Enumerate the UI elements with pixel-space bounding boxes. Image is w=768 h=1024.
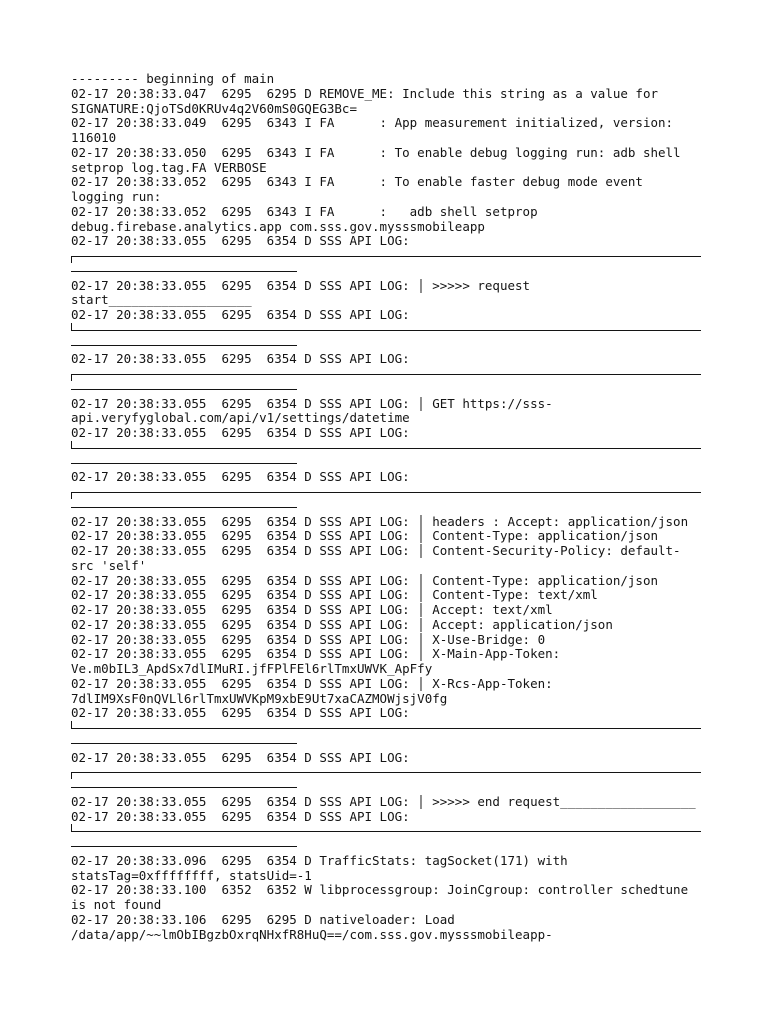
box-border-wrap (71, 456, 701, 471)
log-output (71, 72, 701, 942)
log-line: logging run: (71, 190, 162, 204)
log-line: 02-17 20:38:33.106 6295 6295 D nativeloader: Load (71, 912, 455, 927)
log-line: setprop log.tag.FA VERBOSE (71, 160, 267, 175)
log-line: 02-17 20:38:33.055 6295 6354 D SSS API LOG: (71, 352, 410, 367)
log-line: start___________________ (71, 293, 252, 308)
box-bottom-border (71, 441, 701, 456)
log-line: 02-17 20:38:33.055 6295 6354 D SSS API LOG: (71, 470, 410, 485)
log-line: 02-17 20:38:33.049 6295 6343 I FA : App measurement initialized, version: (71, 116, 674, 131)
log-line: 02-17 20:38:33.052 6295 6343 I FA : adb shell setprop (71, 204, 538, 219)
box-top-border (71, 485, 701, 500)
box-border-wrap (71, 736, 701, 751)
log-line: --------- beginning of main (71, 72, 275, 86)
box-border-wrap (71, 839, 701, 854)
log-line: 02-17 20:38:33.055 6295 6354 D SSS API LOG: │ >>>>> end request__________________ (71, 794, 696, 809)
log-line: statsTag=0xffffffff, statsUid=-1 (71, 868, 312, 883)
log-line: 02-17 20:38:33.055 6295 6354 D SSS API LOG: │ X-Use-Bridge: 0 (71, 632, 546, 647)
log-line: SIGNATURE:QjoTSd0KRUv4q2V60mS0GQEG3Bc= (71, 101, 357, 116)
log-line: src 'self' (71, 558, 147, 573)
box-bottom-border (71, 721, 701, 736)
log-line: 02-17 20:38:33.055 6295 6354 D SSS API LOG: │ Accept: text/xml (71, 603, 553, 617)
log-line: 02-17 20:38:33.055 6295 6354 D SSS API LOG: (71, 809, 410, 824)
box-border-wrap (71, 382, 701, 397)
log-line: 02-17 20:38:33.100 6352 6352 W libprocessgroup: JoinCgroup: controller schedtune (71, 883, 689, 898)
log-line: 02-17 20:38:33.055 6295 6354 D SSS API LOG: │ headers : Accept: application/json (71, 514, 689, 529)
log-line: 02-17 20:38:33.055 6295 6354 D SSS API LOG: │ Content-Security-Policy: default- (71, 544, 681, 558)
log-line: 02-17 20:38:33.055 6295 6354 D SSS API LOG: (71, 426, 410, 440)
box-border-wrap (71, 264, 701, 279)
log-line: 02-17 20:38:33.055 6295 6354 D SSS API LOG: │ Accept: application/json (71, 617, 613, 632)
log-line: 02-17 20:38:33.055 6295 6354 D SSS API LOG: │ Content-Type: application/json (71, 573, 658, 588)
box-bottom-border (71, 323, 701, 338)
box-top-border (71, 367, 701, 382)
log-line: 02-17 20:38:33.055 6295 6354 D SSS API LOG: │ X-Rcs-App-Token: (71, 676, 553, 691)
log-line: 02-17 20:38:33.055 6295 6354 D SSS API LOG: (71, 750, 410, 765)
box-border-wrap (71, 338, 701, 353)
log-line: 02-17 20:38:33.055 6295 6354 D SSS API LOG: (71, 308, 410, 322)
box-bottom-border (71, 824, 701, 839)
log-line: 116010 (71, 131, 117, 145)
log-line: 02-17 20:38:33.055 6295 6354 D SSS API LOG: (71, 234, 410, 249)
log-line: Ve.m0bIL3_ApdSx7dlIMuRI.jfFPlFEl6rlTmxUWVK_ApFfy (71, 662, 433, 676)
log-line: 02-17 20:38:33.050 6295 6343 I FA : To enable debug logging run: adb shell (71, 145, 681, 160)
box-top-border (71, 765, 701, 780)
box-border-wrap (71, 780, 701, 795)
log-line: 02-17 20:38:33.047 6295 6295 D REMOVE_ME: Include this string as a value for (71, 86, 658, 101)
log-line: debug.firebase.analytics.app com.sss.gov.mysssmobileapp (71, 219, 485, 234)
log-line: 02-17 20:38:33.055 6295 6354 D SSS API LOG: │ X-Main-App-Token: (71, 647, 561, 662)
log-line: 02-17 20:38:33.055 6295 6354 D SSS API LOG: │ GET https://sss- (71, 396, 553, 411)
box-top-border (71, 249, 701, 264)
log-line: api.veryfyglobal.com/api/v1/settings/datetime (71, 411, 410, 426)
log-line: 02-17 20:38:33.052 6295 6343 I FA : To enable faster debug mode event (71, 175, 643, 190)
log-line: 02-17 20:38:33.096 6295 6354 D TrafficStats: tagSocket(171) with (71, 853, 568, 868)
log-line: 02-17 20:38:33.055 6295 6354 D SSS API LOG: │ >>>>> request (71, 278, 531, 293)
log-line: 02-17 20:38:33.055 6295 6354 D SSS API LOG: (71, 706, 410, 721)
log-line: /data/app/~~lmObIBgzbOxrqNHxfR8HuQ==/com.sss.gov.mysssmobileapp- (71, 927, 553, 942)
log-line: 7dlIM9XsF0nQVLl6rlTmxUWVKpM9xbE9Ut7xaCAZMOWjsjV0fg (71, 691, 448, 706)
log-line: 02-17 20:38:33.055 6295 6354 D SSS API LOG: │ Content-Type: application/json (71, 529, 658, 544)
box-border-wrap (71, 500, 701, 515)
log-line: 02-17 20:38:33.055 6295 6354 D SSS API LOG: │ Content-Type: text/xml (71, 588, 598, 603)
log-line: is not found (71, 898, 162, 912)
